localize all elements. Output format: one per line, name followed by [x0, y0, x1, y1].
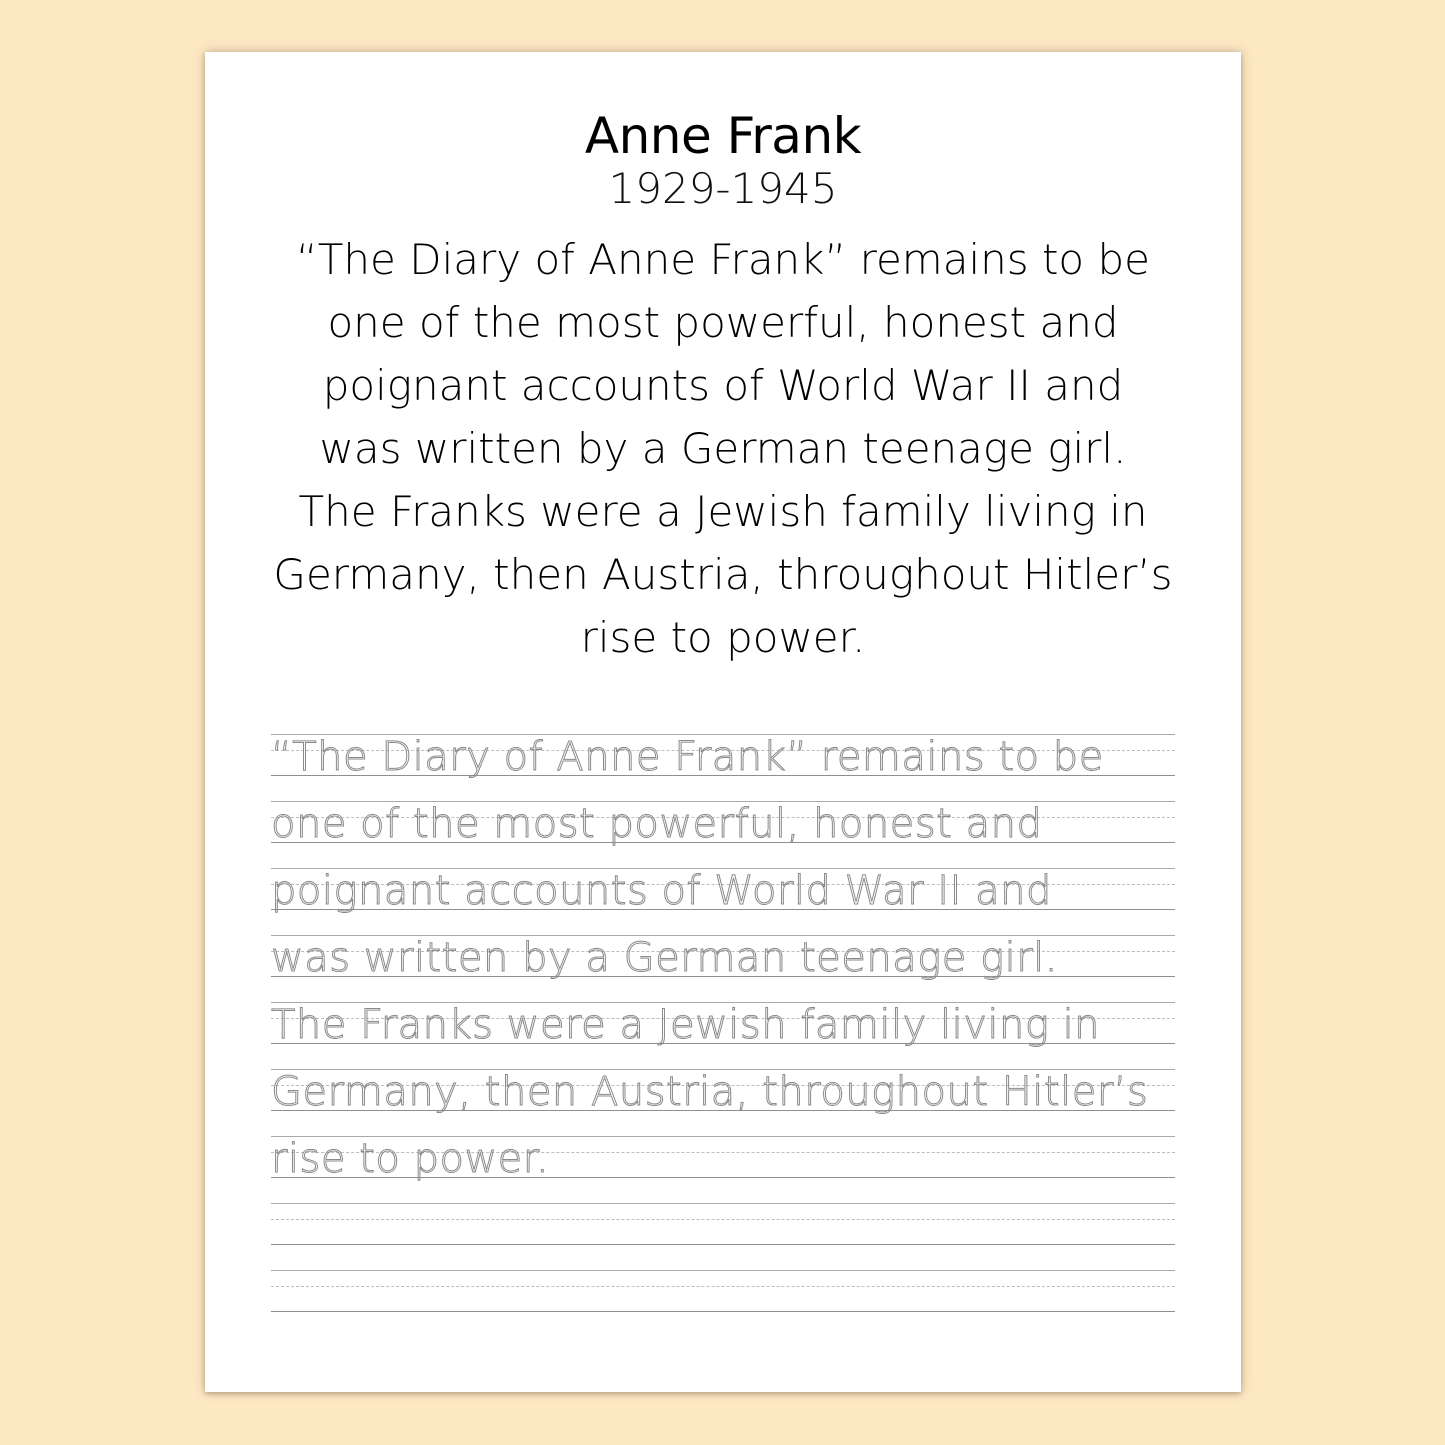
- handwriting-row[interactable]: [271, 734, 1175, 801]
- passage-line: “The Diary of Anne Frank” remains to be: [296, 235, 1150, 284]
- top-rule: [271, 1203, 1175, 1204]
- tracing-text: The Franks were a Jewish family living in: [271, 1002, 1101, 1048]
- passage-line: Germany, then Austria, throughout Hitler’s: [273, 550, 1173, 599]
- midline-dashed: [271, 1219, 1175, 1220]
- tracing-text: was written by a German teenage girl.: [271, 935, 1058, 981]
- handwriting-row[interactable]: [271, 935, 1175, 1002]
- handwriting-row[interactable]: [271, 1002, 1175, 1069]
- tracing-text: one of the most powerful, honest and: [271, 801, 1043, 847]
- handwriting-row[interactable]: [271, 1136, 1175, 1203]
- midline-dashed: [271, 1286, 1175, 1287]
- handwriting-row[interactable]: [271, 1203, 1175, 1270]
- passage-line: poignant accounts of World War II and: [322, 361, 1124, 410]
- handwriting-row[interactable]: [271, 868, 1175, 935]
- handwriting-row[interactable]: [271, 1069, 1175, 1136]
- handwriting-row[interactable]: [271, 801, 1175, 868]
- tracing-text: “The Diary of Anne Frank” remains to be: [271, 734, 1104, 780]
- passage-line: one of the most powerful, honest and: [327, 298, 1119, 347]
- handwriting-row[interactable]: [271, 1270, 1175, 1337]
- baseline-rule: [271, 1244, 1175, 1245]
- passage-line: The Franks were a Jewish family living in: [298, 487, 1148, 536]
- top-rule: [271, 1270, 1175, 1271]
- passage-line: rise to power.: [580, 613, 866, 662]
- tracing-text: rise to power.: [271, 1136, 550, 1182]
- worksheet-title: Anne Frank: [584, 107, 862, 165]
- worksheet-years: 1929-1945: [608, 164, 838, 213]
- passage-line: was written by a German teenage girl.: [319, 424, 1127, 473]
- tracing-text: poignant accounts of World War II and: [271, 868, 1052, 914]
- worksheet-page: [205, 52, 1241, 1392]
- tracing-text: Germany, then Austria, throughout Hitler’s: [271, 1069, 1149, 1115]
- baseline-rule: [271, 1311, 1175, 1312]
- passage-text: [245, 228, 1201, 669]
- handwriting-practice-area: [271, 734, 1175, 1337]
